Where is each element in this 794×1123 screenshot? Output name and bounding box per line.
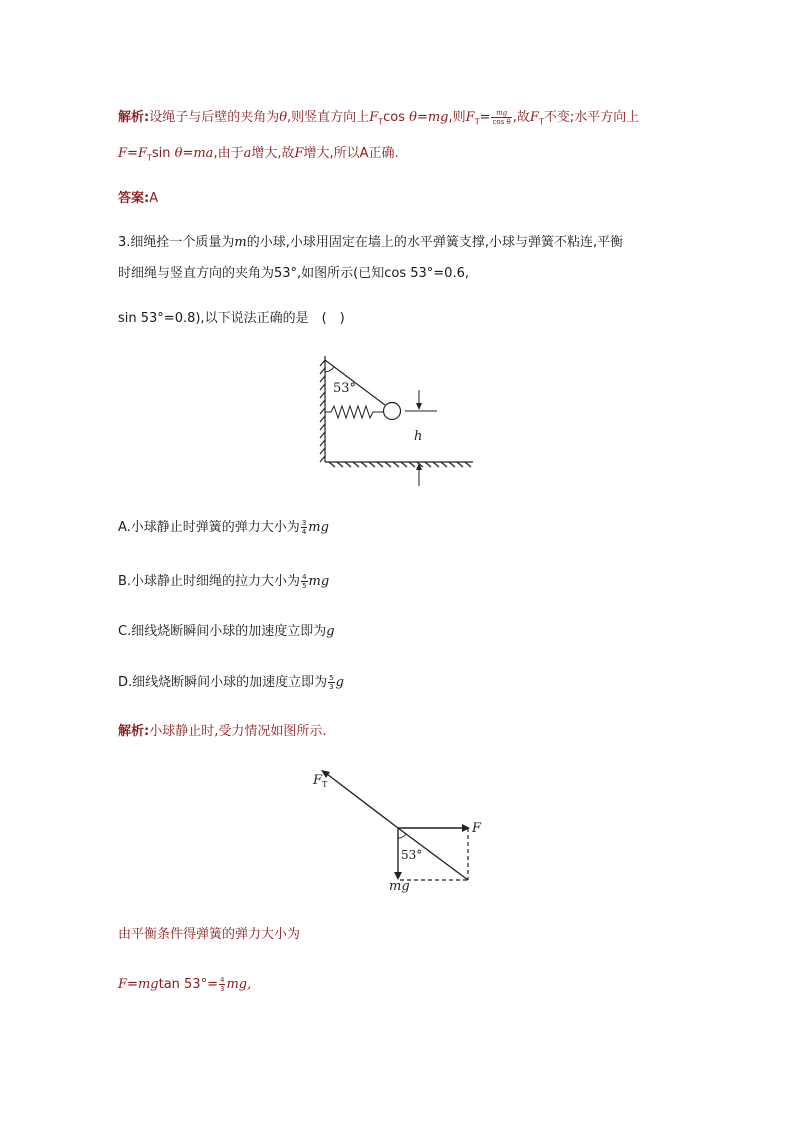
question-line-2: 时细绳与竖直方向的夹角为53°,如图所示(已知cos 53°=0.6, — [118, 266, 469, 281]
height-label: h — [414, 429, 423, 444]
option-b: B.小球静止时细绳的拉力大小为 $\frac{4}{5}$ mg — [118, 573, 330, 590]
analysis2-label: 解析: — [118, 724, 150, 739]
angle-arc — [325, 367, 334, 372]
analysis-line-1: 解析:设绳子与后壁的夹角为θ,则竖直方向上$F_T\cos$ θ=mg,则$F_T=$ $\frac{mg}{\text{cos θ}}$ ,故$F_T$不变;水平方向上 — [118, 109, 640, 127]
answer-value: A — [149, 191, 159, 206]
spring-force-label: F — [472, 821, 482, 836]
option-d: D.细线烧断瞬间小球的加速度立即为 $\frac{5}{3}$ g — [118, 674, 344, 691]
tension-label: F — [313, 773, 323, 788]
tension-arrow — [323, 771, 398, 828]
fraction-mg-over-cos: $\frac{mg}{\text{cos θ}}$ — [492, 109, 511, 126]
question-number: 3. — [118, 235, 131, 250]
angle-arc-2 — [398, 834, 406, 838]
conclusion-text: 由平衡条件得弹簧的弹力大小为 — [118, 927, 301, 942]
analysis-line-2: $F=F_T\sin$ θ=ma,由于a增大,故F增大,所以A正确. — [118, 146, 399, 163]
figure-force-diagram — [305, 762, 495, 897]
question-line-1: 3.细绳拴一个质量为m的小球,小球用固定在墙上的水平弹簧支撑,小球与弹簧不粘连,平衡 — [118, 235, 624, 250]
angle-label-2: 53° — [401, 848, 423, 862]
conclusion-equation: F=mgtan 53°= $\frac{4}{3}$ mg, — [118, 976, 252, 993]
gravity-label: mg — [389, 879, 410, 894]
svg-text:T: T — [322, 780, 328, 789]
analysis2-line: 解析:小球静止时,受力情况如图所示. — [118, 724, 327, 739]
ball — [384, 403, 401, 420]
analysis-label: 解析: — [118, 110, 150, 125]
spring — [325, 406, 383, 418]
answer-label: 答案: — [118, 191, 150, 206]
question-line-3: sin 53°=0.8),以下说法正确的是 ( ) — [118, 311, 345, 326]
option-a: A.小球静止时弹簧的弹力大小为 $\frac{3}{4}$ mg — [118, 519, 329, 536]
figure-spring-ball — [315, 348, 480, 488]
answer-line — [118, 189, 158, 209]
option-c: C.细线烧断瞬间小球的加速度立即为g — [118, 624, 335, 639]
angle-label: 53° — [333, 381, 357, 396]
